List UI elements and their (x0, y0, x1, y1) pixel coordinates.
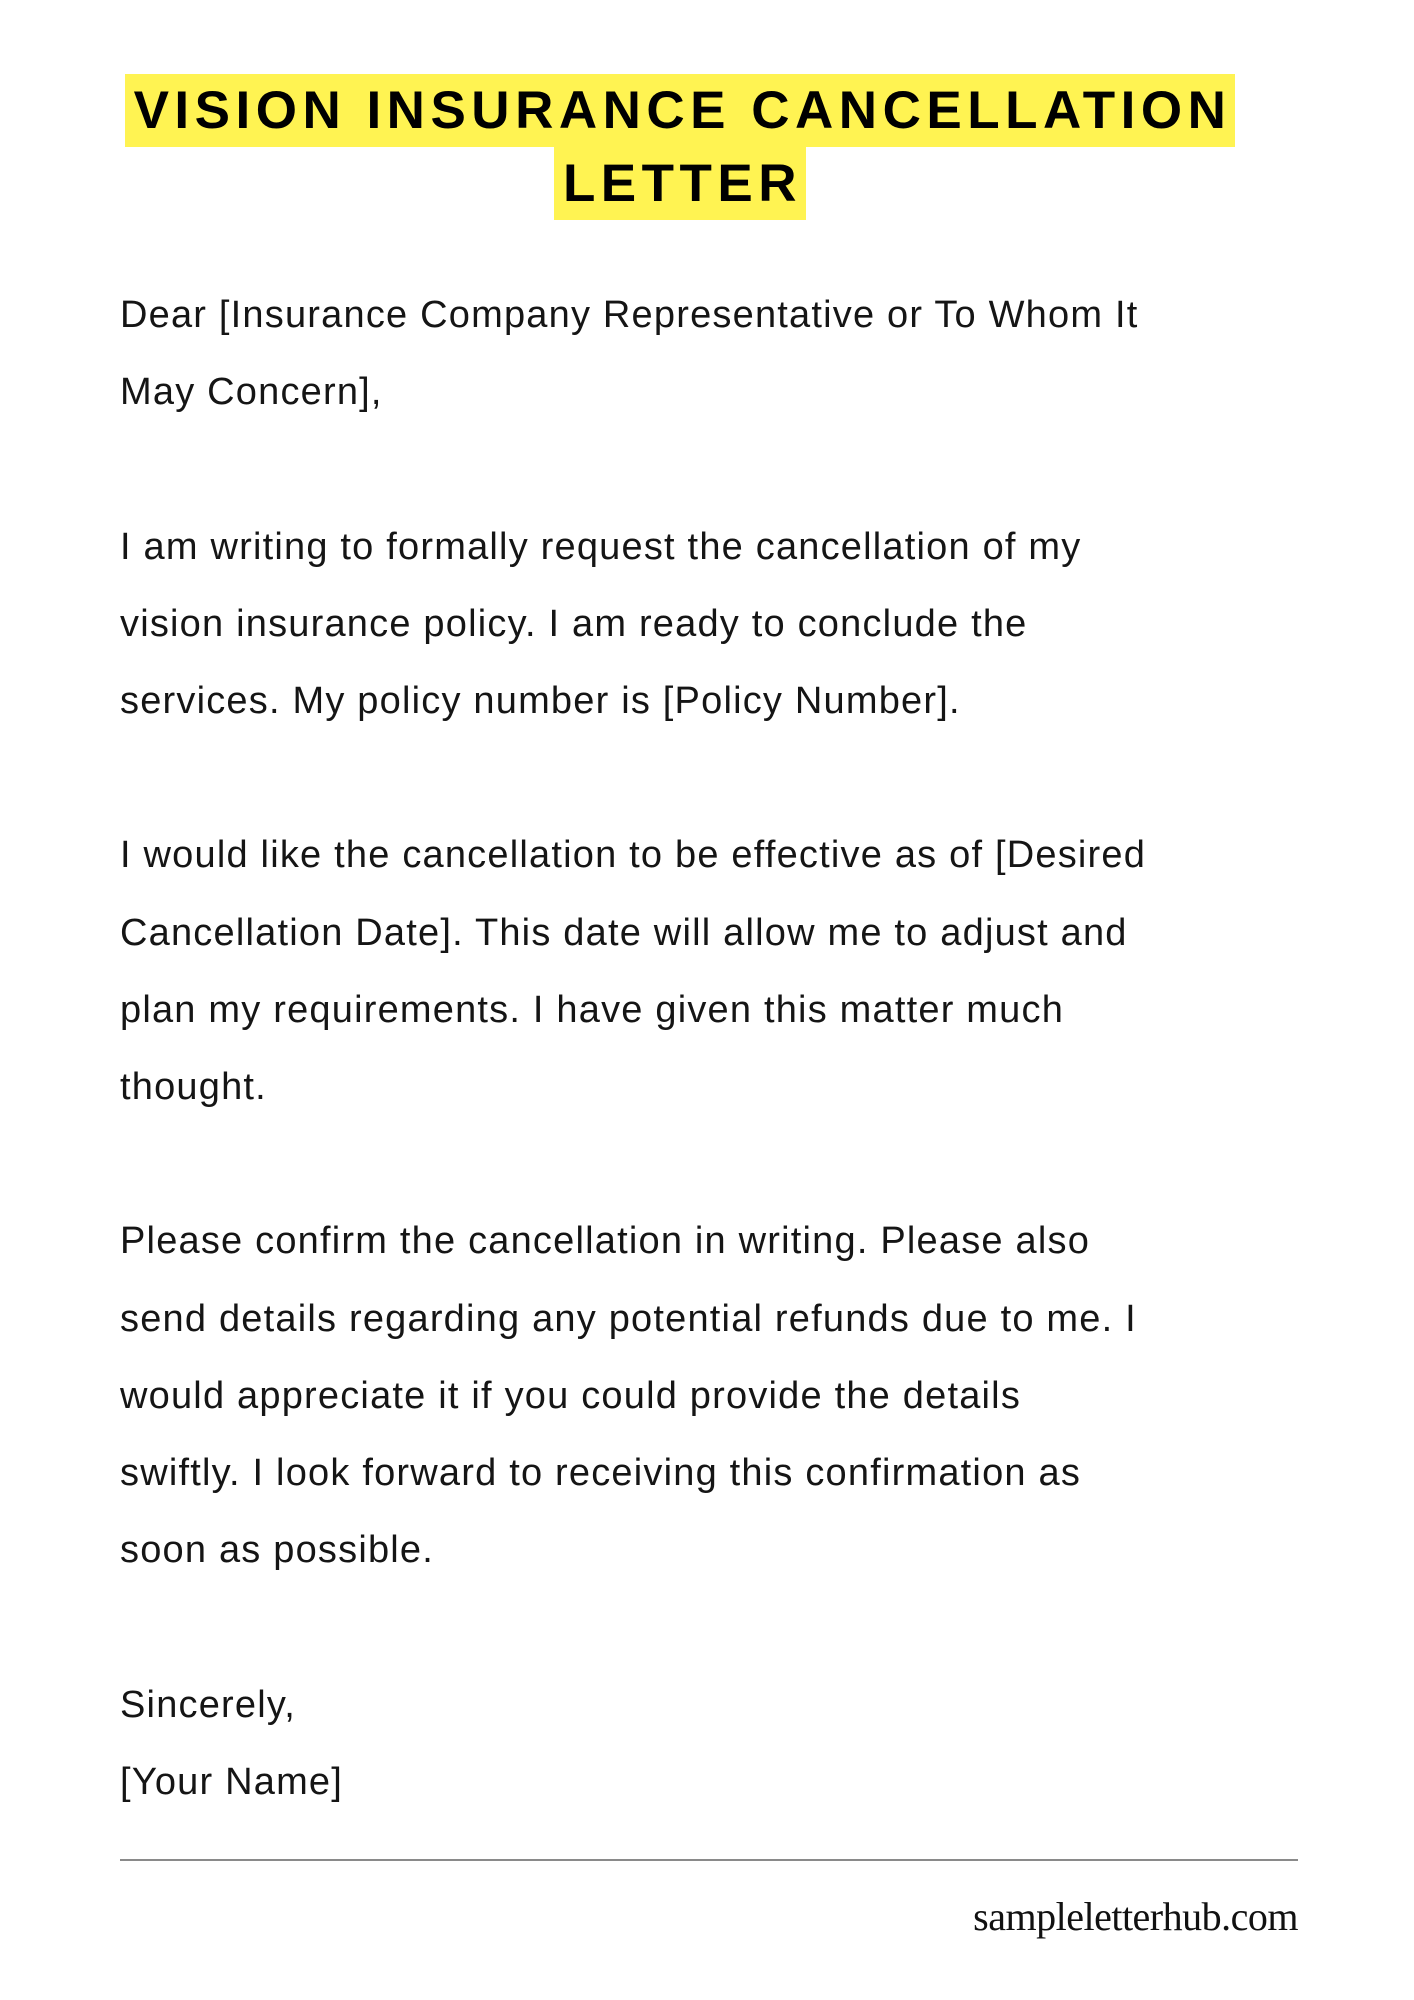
text-line: soon as possible. (120, 1529, 435, 1572)
text-line: I am writing to formally request the cancellation of my (120, 525, 1082, 568)
text-line: plan my requirements. I have given this matter much (120, 988, 1065, 1031)
text-line: thought. (120, 1066, 267, 1108)
closing-word: Sincerely, (120, 1683, 297, 1726)
letter-body (120, 277, 1146, 1898)
text-line: send details regarding any potential refunds due to me. I (120, 1297, 1137, 1340)
signature-name: [Your Name] (120, 1760, 344, 1803)
text-line: swiftly. I look forward to receiving this confirmation as (120, 1452, 1082, 1494)
footer-divider (120, 1859, 1298, 1861)
text-line: would appreciate it if you could provide the details (120, 1374, 1022, 1417)
text-line: services. My policy number is [Policy Number]. (120, 680, 961, 722)
paragraph-request (120, 509, 1146, 741)
title-line-1: VISION INSURANCE CANCELLATION (125, 74, 1236, 147)
closing (120, 1667, 1146, 1821)
text-line: May Concern], (120, 371, 383, 414)
footer-site: sampleletterhub.com (973, 1894, 1298, 1939)
text-line: Dear [Insurance Company Representative or To Whom It (120, 294, 1139, 336)
paragraph-confirmation (120, 1203, 1146, 1589)
text-line: vision insurance policy. I am ready to conclude the (120, 602, 1028, 645)
text-line: Please confirm the cancellation in writing. Please also (120, 1220, 1091, 1263)
text-line: I would like the cancellation to be effective as of [Desired (120, 834, 1147, 877)
salutation (120, 277, 1146, 431)
paragraph-effective-date (120, 817, 1146, 1126)
title-line-2: LETTER (554, 147, 806, 220)
text-line: Cancellation Date]. This date will allow me to adjust and (120, 911, 1128, 954)
letter-title (0, 74, 1360, 220)
